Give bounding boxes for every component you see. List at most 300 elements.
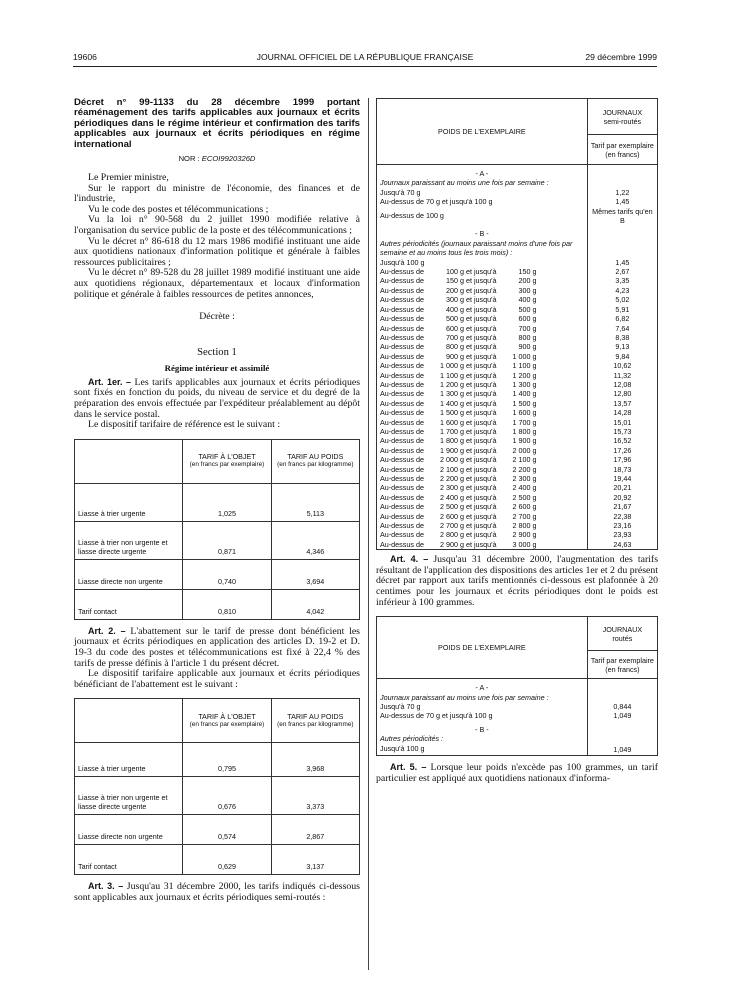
band-from: 2 300 g: [439, 483, 464, 493]
band-from: 900 g: [445, 351, 464, 361]
article-4: [376, 554, 658, 608]
section-b-marker: - B -: [377, 225, 588, 238]
visa-2: Vu le code des postes et télécommunications ;: [88, 203, 269, 215]
band-from: 1 100 g: [439, 370, 464, 380]
table-row: [377, 389, 658, 398]
section-a-text: Journaux paraissant au moins une fois par semaine :: [377, 178, 588, 187]
row-label: [377, 530, 588, 539]
band-prefix: Au-dessus de: [380, 455, 424, 465]
band-to: 1 300 g: [512, 379, 537, 389]
band-prefix: Au-dessus de: [380, 417, 424, 427]
band-from: 150 g: [445, 276, 464, 286]
row-value: 3,373: [271, 777, 359, 815]
row-label: [377, 493, 588, 502]
row-label: [377, 371, 588, 380]
article-5: [376, 762, 658, 784]
row-value: 0,795: [183, 743, 271, 777]
row-label: [377, 521, 588, 530]
band-from: 1 300 g: [439, 389, 464, 399]
row-label: Tarif contact: [75, 589, 183, 619]
band-from: 2 600 g: [439, 511, 464, 521]
row-value: 20,92: [587, 493, 657, 502]
row-label: [377, 455, 588, 464]
band-from: 300 g: [445, 295, 464, 305]
band-to: 1 000 g: [512, 351, 537, 361]
band-to: 2 100 g: [512, 455, 537, 465]
article-1-label: Art. 1er. –: [88, 376, 132, 387]
band-mid: et jusqu'à: [465, 370, 497, 380]
band-to: 2 400 g: [512, 483, 537, 493]
row-value: 18,73: [587, 465, 657, 474]
band-from: 2 900 g: [439, 539, 464, 549]
band-mid: et jusqu'à: [465, 361, 497, 371]
tariff-table-reference: [74, 439, 360, 620]
row-value: 5,02: [587, 295, 657, 304]
row-value: 1,45: [587, 258, 657, 267]
row-value: 1,025: [183, 483, 271, 521]
band-to: 1 700 g: [512, 417, 537, 427]
table-row: [377, 530, 658, 539]
journaux-header: JOURNAUX routés: [587, 617, 657, 651]
table-row: [377, 380, 658, 389]
band-to: 2 600 g: [512, 502, 537, 512]
article-3-label: Art. 3. –: [88, 881, 124, 892]
row-value: 1,22: [587, 188, 657, 197]
row-value: 22,38: [587, 512, 657, 521]
row-value: 4,23: [587, 286, 657, 295]
article-5-text: Lorsque leur poids n'excède pas 100 grammes, un tarif particulier est appliqué aux quotidiens nationaux d'informa-: [376, 762, 659, 784]
table-row: [75, 483, 360, 521]
band-prefix: Au-dessus de: [380, 361, 424, 371]
band-from: 700 g: [445, 332, 464, 342]
band-to: 3 000 g: [512, 539, 537, 549]
table-row: [377, 286, 658, 295]
table-row: [75, 589, 360, 619]
row-value: 12,08: [587, 380, 657, 389]
nor-code: ECOI9920326D: [201, 154, 256, 164]
band-mid: et jusqu'à: [465, 474, 497, 483]
row-label: [377, 427, 588, 436]
row-value: 16,52: [587, 436, 657, 445]
right-column: [376, 98, 658, 784]
row-value: 19,44: [587, 474, 657, 483]
band-from: 2 100 g: [439, 464, 464, 474]
tariff-table-abattement: [74, 698, 360, 875]
row-label: [377, 399, 588, 408]
row-label: [377, 361, 588, 370]
row-value: 5,113: [271, 483, 359, 521]
table-header-col2: TARIF AU POIDS (en francs par kilogramme): [271, 699, 359, 743]
band-prefix: Au-dessus de: [380, 314, 424, 324]
band-mid: et jusqu'à: [465, 464, 497, 474]
journal-title: JOURNAL OFFICIEL DE LA RÉPUBLIQUE FRANÇAISE: [256, 52, 474, 62]
band-from: 800 g: [445, 342, 464, 352]
band-prefix: Au-dessus de: [380, 323, 424, 333]
page-number: 19606: [73, 52, 97, 62]
table-row: [377, 465, 658, 474]
row-value: 4,346: [271, 521, 359, 559]
row-label: [377, 483, 588, 492]
band-mid: et jusqu'à: [465, 530, 497, 540]
visa-1: Sur le rapport du ministre de l'économie, des finances et de l'industrie,: [74, 182, 360, 205]
band-from: 1 200 g: [439, 379, 464, 389]
article-1-text: Les tarifs applicables aux journaux et écrits périodiques sont fixés en fonction du poids, du niveau de service et du degré de la préparation des envois effectuée par l'expéditeur préalablement au dépôt dans le service postal.: [74, 376, 361, 420]
row-value: 5,91: [587, 305, 657, 314]
row-value: 0,629: [183, 845, 271, 875]
row-value: 3,137: [271, 845, 359, 875]
row-value: 24,63: [587, 540, 657, 550]
table-row: [377, 493, 658, 502]
section-b-marker: - B -: [377, 721, 588, 734]
article-3: [74, 881, 360, 903]
row-label: [377, 408, 588, 417]
band-prefix: Au-dessus de: [380, 370, 424, 380]
band-to: 1 800 g: [512, 426, 537, 436]
band-prefix: Au-dessus de: [380, 483, 424, 493]
visa-4: Vu le décret n° 86-618 du 12 mars 1986 modifié instituant une aide aux quotidiens nationaux d'information politique et générale à faibles ressources publicitaires ;: [74, 235, 360, 268]
header-rule: [73, 66, 657, 67]
row-label: [377, 305, 588, 314]
row-value: 0,740: [183, 559, 271, 589]
row-value: 2,867: [271, 815, 359, 845]
band-to: 1 600 g: [512, 408, 537, 418]
band-prefix: Au-dessus de: [380, 426, 424, 436]
band-mid: et jusqu'à: [465, 426, 497, 436]
row-label: [377, 352, 588, 361]
row-value: 1,049: [587, 711, 657, 720]
table-row: [377, 446, 658, 455]
article-4-label: Art. 4. –: [390, 554, 429, 565]
band-to: 600 g: [518, 314, 537, 324]
table-row: [75, 815, 360, 845]
row-value: 7,64: [587, 324, 657, 333]
band-from: 500 g: [445, 314, 464, 324]
table-row: [377, 324, 658, 333]
band-from: 1 800 g: [439, 436, 464, 446]
row-label: Liasse à trier non urgente et liasse directe urgente: [75, 777, 183, 815]
band-to: 2 800 g: [512, 521, 537, 531]
row-value: 4,042: [271, 589, 359, 619]
row-value: Mêmes tarifs qu'en B: [587, 207, 657, 226]
article-2-label: Art. 2. –: [88, 625, 126, 636]
row-label: [377, 418, 588, 427]
band-to: 1 900 g: [512, 436, 537, 446]
row-value: 0,574: [183, 815, 271, 845]
table-row: [377, 371, 658, 380]
premier-ministre: Le Premier ministre,: [88, 172, 169, 184]
row-value: 20,21: [587, 483, 657, 492]
decree-title: Décret n° 99-1133 du 28 décembre 1999 portant réaménagement des tarifs applicables aux journaux et écrits périodiques dans le régime intérieur et confirmation des tarifs applicables aux journaux et écrits périodiques en régime international: [74, 97, 360, 150]
row-value: 9,13: [587, 342, 657, 351]
row-label: [377, 314, 588, 323]
row-value: 3,968: [271, 743, 359, 777]
band-mid: et jusqu'à: [465, 267, 497, 277]
band-from: 2 500 g: [439, 502, 464, 512]
band-prefix: Au-dessus de: [380, 342, 424, 352]
row-value: 1,45: [587, 197, 657, 206]
section-subtitle: Régime intérieur et assimilé: [164, 362, 270, 373]
band-to: 2 000 g: [512, 445, 537, 455]
table-row: [75, 559, 360, 589]
band-mid: et jusqu'à: [465, 323, 497, 333]
table-row: [377, 455, 658, 464]
weight-header: POIDS DE L'EXEMPLAIRE: [377, 617, 588, 679]
table-body: [377, 165, 658, 550]
band-prefix: Au-dessus de: [380, 267, 424, 277]
row-label: Liasse à trier urgente: [75, 743, 183, 777]
section-b-text: Autres périodicités (journaux paraissant moins d'une fois par semaine et au moins tous les trois mois) :: [377, 239, 588, 258]
band-mid: et jusqu'à: [465, 539, 497, 549]
table-row: [75, 743, 360, 777]
section-a-marker: - A -: [377, 679, 588, 693]
band-to: 150 g: [518, 267, 537, 277]
band-from: 1 700 g: [439, 426, 464, 436]
row-value: 13,57: [587, 399, 657, 408]
band-from: 2 800 g: [439, 530, 464, 540]
row-label: Jusqu'à 70 g: [377, 702, 588, 711]
tarif-subheader: Tarif par exemplaire (en francs): [587, 651, 657, 679]
band-from: 1 000 g: [439, 361, 464, 371]
band-prefix: Au-dessus de: [380, 445, 424, 455]
article-5-label: Art. 5. –: [390, 762, 427, 773]
row-label: Liasse à trier non urgente et liasse directe urgente: [75, 521, 183, 559]
band-mid: et jusqu'à: [465, 276, 497, 286]
row-label: [377, 512, 588, 521]
band-prefix: Au-dessus de: [380, 276, 424, 286]
band-prefix: Au-dessus de: [380, 285, 424, 295]
row-value: 21,67: [587, 502, 657, 511]
band-mid: et jusqu'à: [465, 342, 497, 352]
band-prefix: Au-dessus de: [380, 521, 424, 531]
section-a-text: Journaux paraissant au moins une fois par semaine :: [377, 693, 588, 702]
row-label: Jusqu'à 100 g: [377, 744, 588, 756]
row-value: 0,844: [587, 702, 657, 711]
band-from: 2 000 g: [439, 455, 464, 465]
band-from: 100 g: [445, 267, 464, 277]
band-mid: et jusqu'à: [465, 483, 497, 493]
band-mid: et jusqu'à: [465, 314, 497, 324]
band-prefix: Au-dessus de: [380, 408, 424, 418]
band-to: 2 900 g: [512, 530, 537, 540]
decrete: Décrète :: [199, 311, 235, 323]
article-2: [74, 626, 360, 669]
table-row: [377, 361, 658, 370]
band-mid: et jusqu'à: [465, 455, 497, 465]
section-b-text: Autres périodicités :: [377, 734, 588, 743]
row-value: 8,38: [587, 333, 657, 342]
band-to: 1 400 g: [512, 389, 537, 399]
table-row: [377, 314, 658, 323]
nor-label: NOR :: [178, 154, 200, 164]
row-label: Liasse directe non urgente: [75, 559, 183, 589]
band-prefix: Au-dessus de: [380, 379, 424, 389]
band-prefix: Au-dessus de: [380, 436, 424, 446]
table-row: [377, 483, 658, 492]
band-to: 900 g: [518, 342, 537, 352]
band-mid: et jusqu'à: [465, 332, 497, 342]
band-to: 1 200 g: [512, 370, 537, 380]
band-mid: et jusqu'à: [465, 379, 497, 389]
row-label: [377, 295, 588, 304]
tariff-table-semi-routes: [376, 98, 658, 550]
table-row: [377, 276, 658, 285]
band-to: 300 g: [518, 285, 537, 295]
table-row: [377, 399, 658, 408]
band-to: 700 g: [518, 323, 537, 333]
band-prefix: Au-dessus de: [380, 539, 424, 549]
row-label: Liasse à trier urgente: [75, 483, 183, 521]
band-to: 200 g: [518, 276, 537, 286]
table-header-col1: TARIF À L'OBJET (en francs par exemplaire): [183, 699, 271, 743]
row-value: 17,96: [587, 455, 657, 464]
table-row: [377, 436, 658, 445]
row-label: [377, 540, 588, 550]
table-row: [75, 845, 360, 875]
row-label: Au-dessus de 70 g et jusqu'à 100 g: [377, 197, 588, 206]
row-label: [377, 502, 588, 511]
row-value: 10,62: [587, 361, 657, 370]
article-2-text2: Le dispositif tarifaire applicable aux journaux et écrits périodiques bénéficiant de l'abattement est le suivant :: [74, 668, 360, 690]
band-to: 400 g: [518, 295, 537, 305]
table-row: [377, 267, 658, 276]
band-mid: et jusqu'à: [465, 304, 497, 314]
band-from: 600 g: [445, 323, 464, 333]
band-mid: et jusqu'à: [465, 492, 497, 502]
row-value: 11,32: [587, 371, 657, 380]
table-row: [377, 408, 658, 417]
table-header-empty: [75, 439, 183, 483]
row-value: 1,049: [587, 744, 657, 756]
table-header-empty: [75, 699, 183, 743]
band-from: 200 g: [445, 285, 464, 295]
table-row: [377, 521, 658, 530]
band-mid: et jusqu'à: [465, 408, 497, 418]
band-mid: et jusqu'à: [465, 445, 497, 455]
row-value: 6,82: [587, 314, 657, 323]
band-to: 2 200 g: [512, 464, 537, 474]
band-from: 1 500 g: [439, 408, 464, 418]
row-label: Jusqu'à 100 g: [377, 258, 588, 267]
table-row: [377, 295, 658, 304]
row-label: [377, 333, 588, 342]
table-row: [377, 342, 658, 351]
band-mid: et jusqu'à: [465, 351, 497, 361]
row-label: [377, 276, 588, 285]
band-mid: et jusqu'à: [465, 436, 497, 446]
table-row: [377, 502, 658, 511]
band-mid: et jusqu'à: [465, 398, 497, 408]
band-mid: et jusqu'à: [465, 295, 497, 305]
row-value: 0,676: [183, 777, 271, 815]
table-row: [377, 540, 658, 550]
row-label: Au-dessus de 100 g: [377, 207, 588, 226]
row-label: [377, 389, 588, 398]
section-title: Section 1: [197, 346, 237, 358]
row-label: [377, 380, 588, 389]
table-row: [377, 474, 658, 483]
row-value: 0,810: [183, 589, 271, 619]
article-1-text2: Le dispositif tarifaire de référence est le suivant :: [88, 419, 281, 431]
row-value: 0,871: [183, 521, 271, 559]
band-mid: et jusqu'à: [465, 521, 497, 531]
table-row: [75, 777, 360, 815]
band-prefix: Au-dessus de: [380, 511, 424, 521]
tariff-table-routes: [376, 616, 658, 756]
band-from: 1 900 g: [439, 445, 464, 455]
weight-header: POIDS DE L'EXEMPLAIRE: [377, 99, 588, 165]
table-row: [377, 512, 658, 521]
row-value: 23,16: [587, 521, 657, 530]
band-to: 1 100 g: [512, 361, 537, 371]
band-to: 2 700 g: [512, 511, 537, 521]
row-value: 23,93: [587, 530, 657, 539]
row-label: [377, 286, 588, 295]
row-label: [377, 474, 588, 483]
band-prefix: Au-dessus de: [380, 295, 424, 305]
row-value: 9,84: [587, 352, 657, 361]
band-prefix: Au-dessus de: [380, 304, 424, 314]
row-label: [377, 436, 588, 445]
band-mid: et jusqu'à: [465, 511, 497, 521]
band-mid: et jusqu'à: [465, 502, 497, 512]
band-prefix: Au-dessus de: [380, 351, 424, 361]
band-to: 2 500 g: [512, 492, 537, 502]
row-label: [377, 465, 588, 474]
row-value: 14,28: [587, 408, 657, 417]
row-value: 2,67: [587, 267, 657, 276]
article-4-text: Jusqu'au 31 décembre 2000, l'augmentation des tarifs résultant de l'application des dispositions des articles 1er et 2 du présent décret par rapport aux tarifs mentionnés ci-dessous est plafonnée à 20 centimes pour les journaux et écrits périodiques dont le poids est inférieur à 100 grammes.: [376, 554, 659, 608]
row-label: [377, 267, 588, 276]
row-value: 3,694: [271, 559, 359, 589]
band-to: 800 g: [518, 332, 537, 342]
band-to: 2 300 g: [512, 474, 537, 483]
table-row: [377, 333, 658, 342]
band-from: 400 g: [445, 304, 464, 314]
row-label: [377, 324, 588, 333]
visa-5: Vu le décret n° 89-528 du 28 juillet 1989 modifié instituant une aide aux quotidiens régionaux, départementaux et locaux d'information politique et générale à faibles ressources de petites annonces,: [74, 267, 360, 300]
table-row: [377, 427, 658, 436]
band-prefix: Au-dessus de: [380, 492, 424, 502]
band-from: 2 400 g: [439, 492, 464, 502]
row-label: [377, 446, 588, 455]
row-label: [377, 342, 588, 351]
row-label: Jusqu'à 70 g: [377, 188, 588, 197]
band-mid: et jusqu'à: [465, 417, 497, 427]
article-3-text: Jusqu'au 31 décembre 2000, les tarifs indiqués ci-dessous sont applicables aux journaux et écrits périodiques semi-routés :: [74, 881, 360, 903]
table-header-col2: TARIF AU POIDS (en francs par kilogramme): [271, 439, 359, 483]
row-value: 12,80: [587, 389, 657, 398]
table-row: [75, 521, 360, 559]
row-value: 3,35: [587, 276, 657, 285]
band-prefix: Au-dessus de: [380, 389, 424, 399]
band-from: 1 600 g: [439, 417, 464, 427]
band-from: 2 200 g: [439, 474, 464, 483]
article-1: [74, 377, 360, 420]
section-a-marker: - A -: [377, 165, 588, 179]
visa-3: Vu la loi n° 90-568 du 2 juillet 1990 modifiée relative à l'organisation du service public de la poste et des télécommunications ;: [74, 214, 360, 236]
issue-date: 29 décembre 1999: [585, 52, 657, 62]
band-prefix: Au-dessus de: [380, 464, 424, 474]
column-divider: [368, 98, 369, 970]
journaux-header: JOURNAUX semi-routés: [587, 99, 657, 135]
row-label: Au-dessus de 70 g et jusqu'à 100 g: [377, 711, 588, 720]
band-mid: et jusqu'à: [465, 285, 497, 295]
tarif-subheader: Tarif par exemplaire (en francs): [587, 135, 657, 165]
article-2-text: L'abattement sur le tarif de presse dont bénéficient les journaux et écrits périodiques en application des articles D. 19-2 et D. 19-3 du code des postes et télécommunications est fixé à 22,4 % des tarifs de presse définis à l'article 1 du présent décret.: [74, 625, 360, 669]
page-header: [73, 52, 657, 66]
band-from: 1 400 g: [439, 398, 464, 408]
band-prefix: Au-dessus de: [380, 398, 424, 408]
